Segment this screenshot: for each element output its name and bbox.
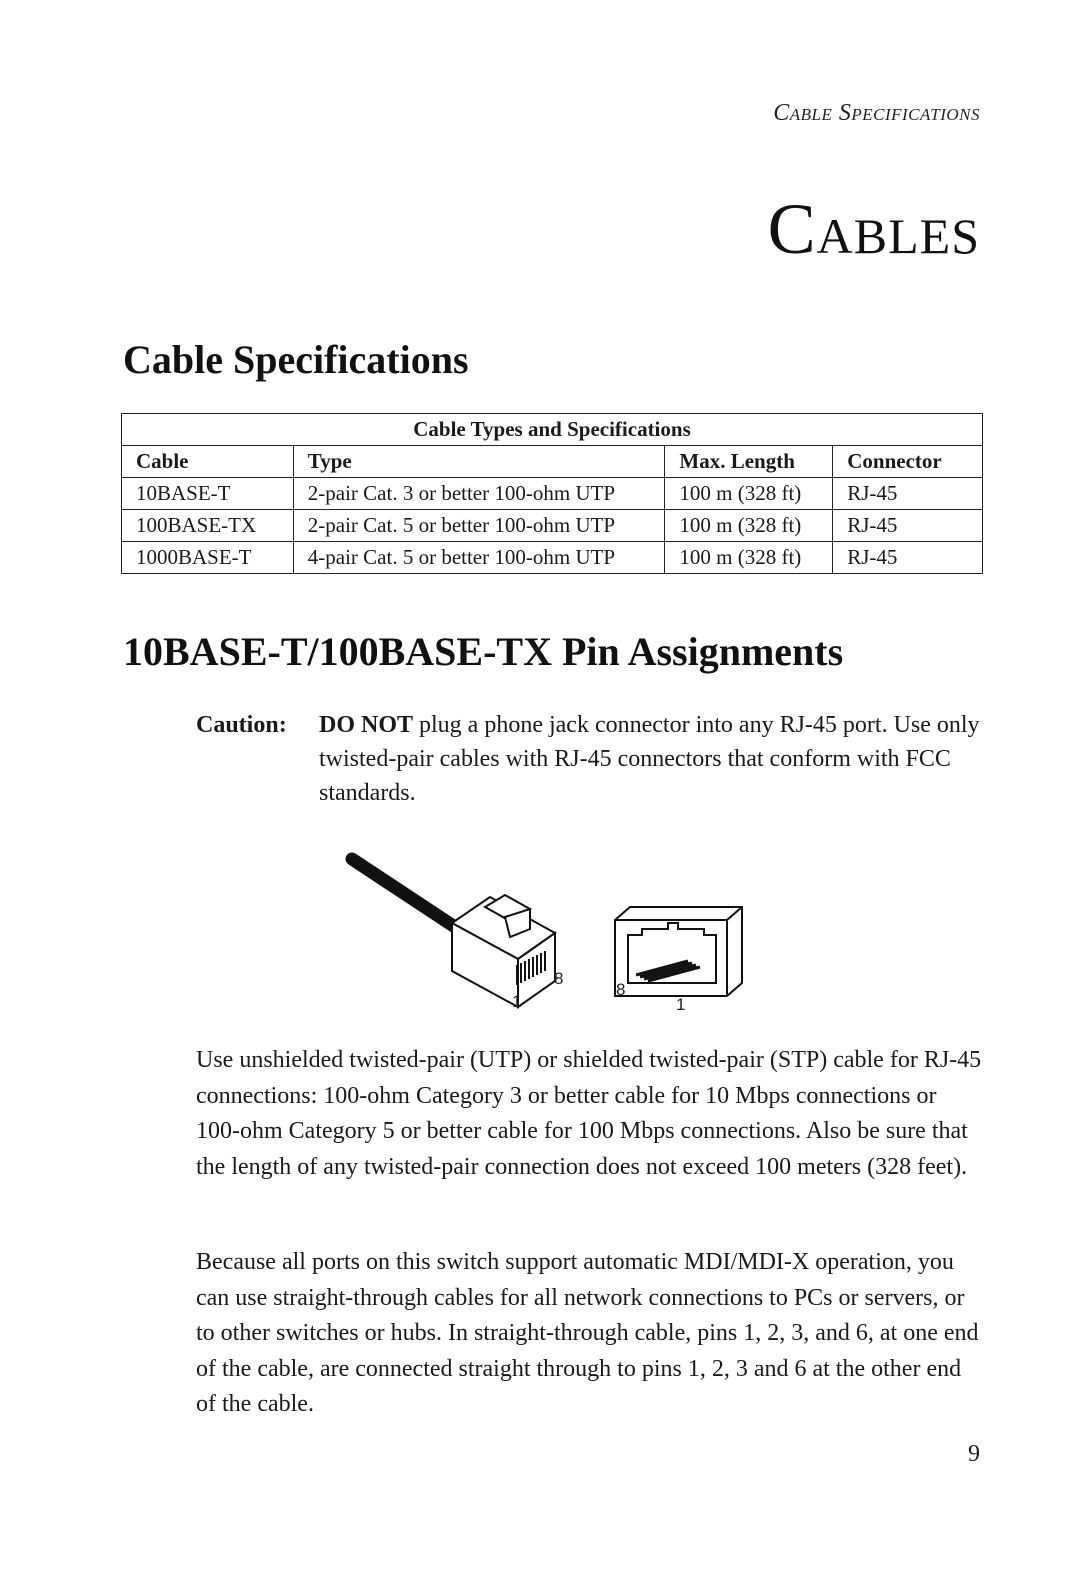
jack-pin-label-8: 8 bbox=[616, 980, 626, 999]
chapter-title: Cables bbox=[767, 189, 980, 269]
table-caption: Cable Types and Specifications bbox=[122, 414, 983, 446]
table-cell: 100 m (328 ft) bbox=[665, 510, 833, 542]
caution-emphasis: DO NOT bbox=[319, 712, 414, 738]
table-cell: RJ-45 bbox=[833, 510, 983, 542]
plug-pin-label-8: 8 bbox=[554, 969, 564, 988]
rj45-figure bbox=[340, 845, 760, 1020]
caution-label: Caution: bbox=[196, 712, 287, 738]
table-row bbox=[122, 542, 983, 574]
table-cell: 100 m (328 ft) bbox=[665, 478, 833, 510]
caution-text bbox=[319, 708, 986, 810]
column-header: Max. Length bbox=[665, 446, 833, 478]
rj45-plug-and-jack-illustration bbox=[340, 845, 760, 1020]
page-number: 9 bbox=[968, 1441, 980, 1467]
table-cell: 2-pair Cat. 3 or better 100-ohm UTP bbox=[293, 478, 665, 510]
cable-line bbox=[352, 859, 464, 933]
rj45-jack bbox=[615, 907, 742, 996]
column-header: Connector bbox=[833, 446, 983, 478]
jack-pin-label-1: 1 bbox=[676, 995, 686, 1014]
table-header-row bbox=[122, 446, 983, 478]
plug-pin-label-1: 1 bbox=[512, 992, 522, 1011]
cable-spec-table bbox=[121, 413, 983, 574]
body-paragraph-utp-stp: Use unshielded twisted-pair (UTP) or shielded twisted-pair (STP) cable for RJ-45 connections: 100-ohm Category 3 or better cable for 10 Mbps connections or 100-ohm Category 5 or better cable for 100 Mbps connections. Also be sure that the length of any twisted-pair connection does not exceed 100 meters (328 feet). bbox=[196, 1047, 982, 1180]
running-head: Cable Specifications bbox=[773, 100, 980, 126]
section-title-pin-assignments: 10BASE-T/100BASE-TX Pin Assignments bbox=[123, 629, 844, 674]
table-cell: 100 m (328 ft) bbox=[665, 542, 833, 574]
table-row bbox=[122, 478, 983, 510]
caution-note bbox=[196, 708, 986, 810]
table-cell: 4-pair Cat. 5 or better 100-ohm UTP bbox=[293, 542, 665, 574]
caution-body: plug a phone jack connector into any RJ-45 port. Use only twisted-pair cables with RJ-45 connectors that conform with FCC standards. bbox=[319, 712, 980, 806]
section-title-cable-specifications: Cable Specifications bbox=[123, 337, 469, 382]
table-cell: 2-pair Cat. 5 or better 100-ohm UTP bbox=[293, 510, 665, 542]
column-header: Type bbox=[293, 446, 665, 478]
rj45-plug bbox=[452, 895, 555, 1007]
table-cell: RJ-45 bbox=[833, 478, 983, 510]
table-cell: 10BASE-T bbox=[122, 478, 294, 510]
table-cell: 1000BASE-T bbox=[122, 542, 294, 574]
table-cell: 100BASE-TX bbox=[122, 510, 294, 542]
body-paragraph-mdi-mdix: Because all ports on this switch support automatic MDI/MDI-X operation, you can use straight-through cables for all network connections to PCs or servers, or to other switches or hubs. In straight-through cable, pins 1, 2, 3, and 6, at one end of the cable, are connected straight through to pins 1, 2, 3 and 6 at the other end of the cable. bbox=[196, 1249, 979, 1417]
table-cell: RJ-45 bbox=[833, 542, 983, 574]
table-row bbox=[122, 510, 983, 542]
column-header: Cable bbox=[122, 446, 294, 478]
